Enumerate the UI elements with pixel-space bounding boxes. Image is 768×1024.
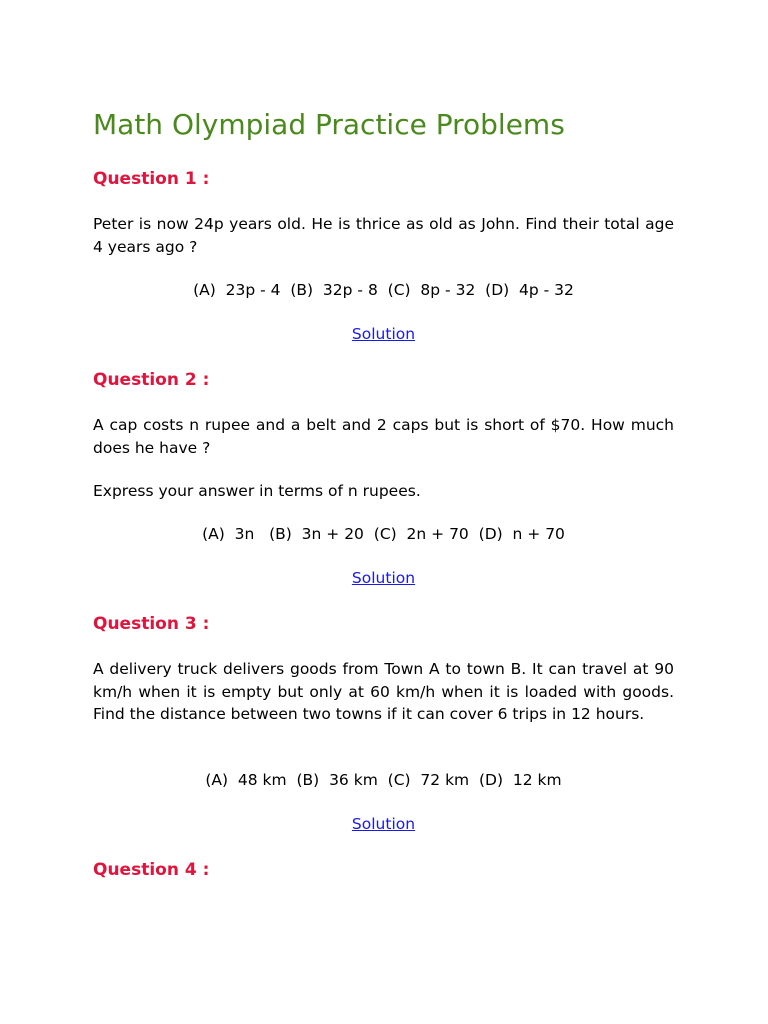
question-2-solution-link[interactable]: Solution	[351, 569, 416, 587]
question-1-heading: Question 1 :	[93, 169, 210, 189]
question-2-text: A cap costs n rupee and a belt and 2 caps but is short of $70. How much does he have ?	[93, 416, 674, 457]
question-4-heading: Question 4 :	[93, 860, 210, 880]
question-3-text: A delivery truck delivers goods from Town A to town B. It can travel at 90 km/h when it is empty but only at 60 km/h when it is loaded with goods. Find the distance between two towns if it can cover 6 trips in 12 hours.	[93, 660, 674, 723]
question-2-heading: Question 2 :	[93, 370, 210, 390]
question-2-solution-row	[93, 567, 674, 589]
question-3-solution-row	[93, 813, 674, 835]
question-1-solution-link[interactable]: Solution	[351, 325, 416, 343]
question-1-solution-row	[93, 323, 674, 345]
page-title: Math Olympiad Practice Problems	[93, 108, 565, 141]
question-1-text: Peter is now 24p years old. He is thrice as old as John. Find their total age 4 years ago ?	[93, 215, 674, 256]
question-2-instruction: Express your answer in terms of n rupees.	[93, 482, 421, 500]
question-1-options: (A) 23p - 4 (B) 32p - 8 (C) 8p - 32 (D) 4p - 32	[193, 281, 574, 299]
question-3-heading: Question 3 :	[93, 614, 210, 634]
question-3-solution-link[interactable]: Solution	[351, 815, 416, 833]
question-2-options: (A) 3n (B) 3n + 20 (C) 2n + 70 (D) n + 70	[202, 525, 565, 543]
question-3-options: (A) 48 km (B) 36 km (C) 72 km (D) 12 km	[205, 771, 562, 789]
